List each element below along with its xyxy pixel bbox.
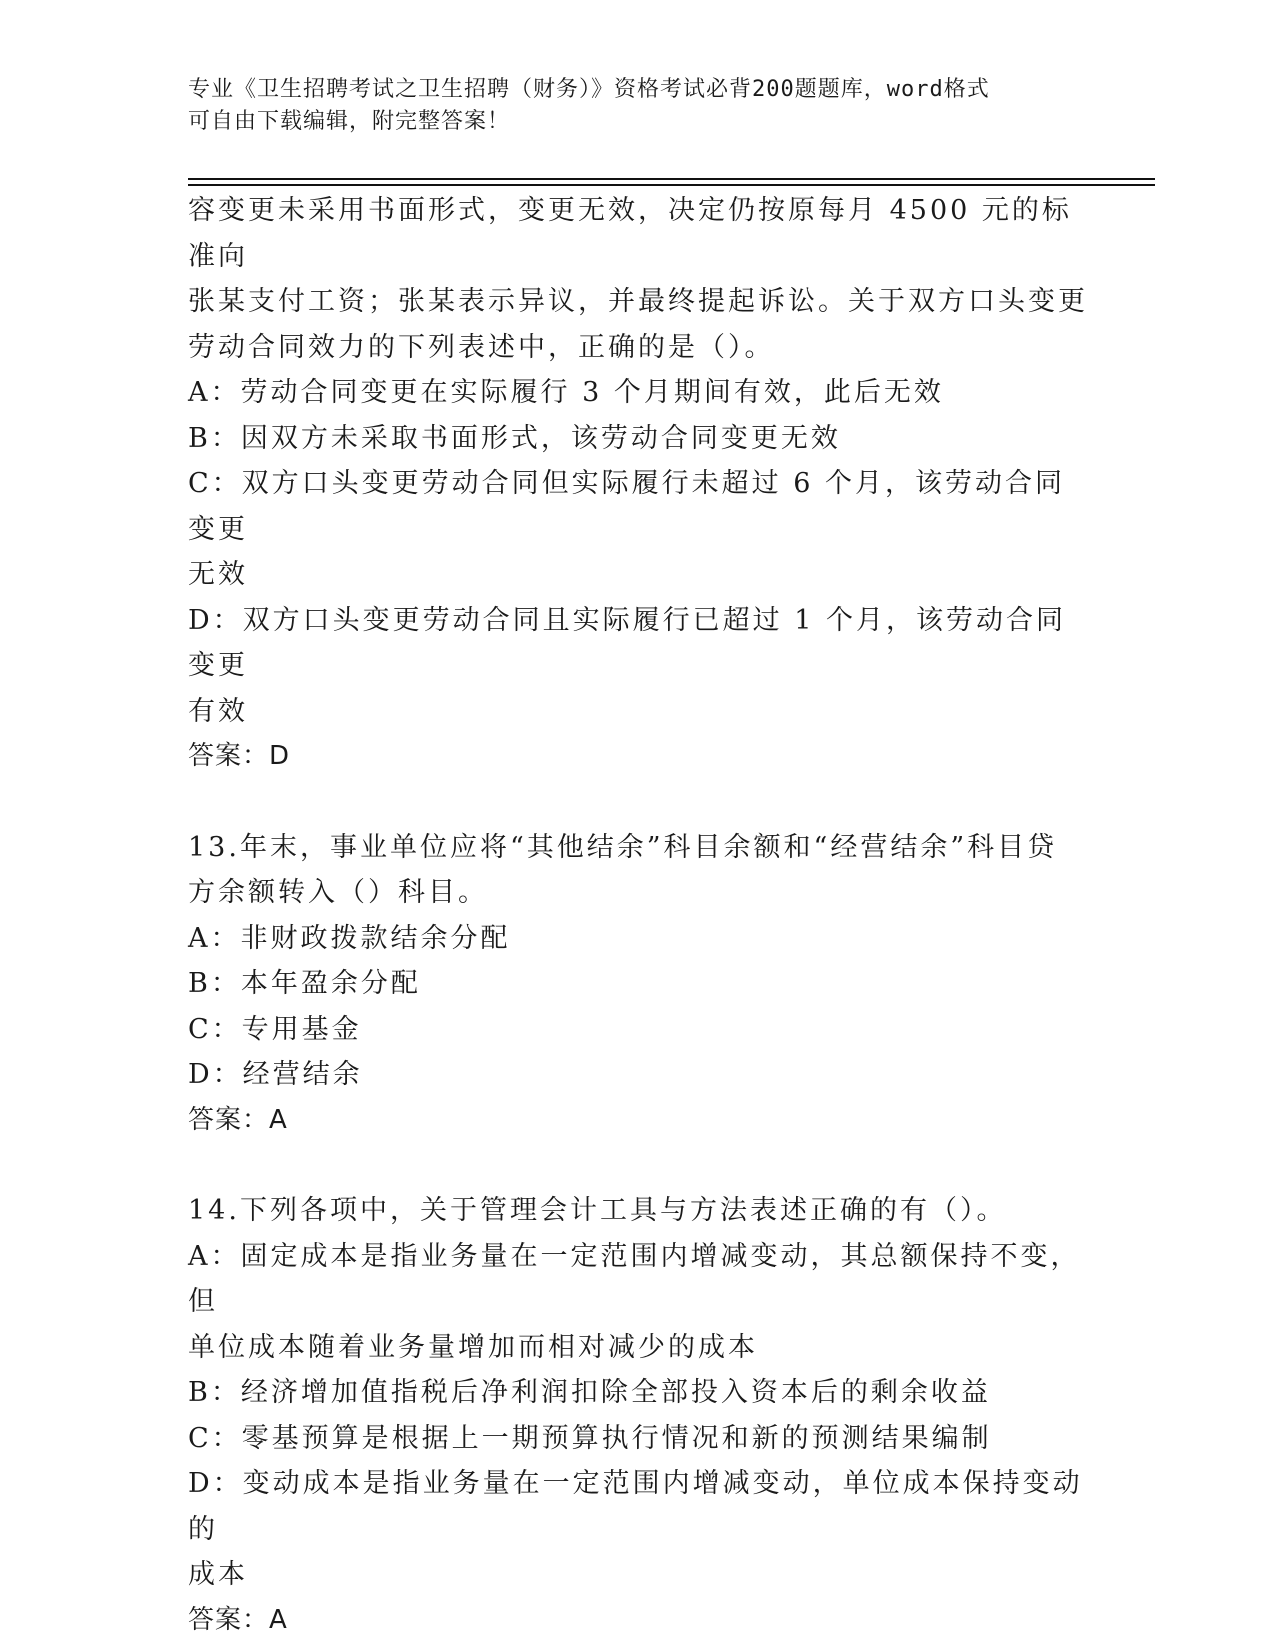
option-c-continued: 无效 xyxy=(188,559,248,590)
option-c: C：专用基金 xyxy=(188,1013,362,1045)
option-d: D：经营结余 xyxy=(188,1059,363,1090)
option-c: C：双方口头变更劳动合同但实际履行未超过 6 个月，该劳动合同变更 xyxy=(188,468,1066,545)
answer-label: 答案：A xyxy=(188,1104,288,1135)
question-12 xyxy=(188,188,1088,780)
question-13 xyxy=(188,825,1088,1144)
option-b: B：因双方未采取书面形式，该劳动合同变更无效 xyxy=(188,422,841,454)
question-14 xyxy=(188,1188,1088,1643)
header-title-line-1: 专业《卫生招聘考试之卫生招聘（财务）》资格考试必背200题题库，word格式 xyxy=(188,77,990,102)
option-d-continued: 有效 xyxy=(188,695,248,727)
option-b: B：本年盈余分配 xyxy=(188,968,421,999)
question-stem-line: 方余额转入（）科目。 xyxy=(188,877,488,908)
option-a: A：固定成本是指业务量在一定范围内增减变动，其总额保持不变，但 xyxy=(188,1240,1081,1317)
question-stem-line: 13.年末，事业单位应将“其他结余”科目余额和“经营结余”科目贷 xyxy=(188,831,1058,863)
question-stem-line: 劳动合同效力的下列表述中，正确的是（）。 xyxy=(188,331,775,363)
document-header xyxy=(188,74,1088,138)
header-rule-bottom xyxy=(188,184,1155,186)
option-a-continued: 单位成本随着业务量增加而相对减少的成本 xyxy=(188,1331,758,1363)
option-d: D：变动成本是指业务量在一定范围内增减变动，单位成本保持变动的 xyxy=(188,1468,1083,1545)
header-title-line-2: 可自由下载编辑，附完整答案！ xyxy=(188,109,511,134)
question-stem-line: 14.下列各项中，关于管理会计工具与方法表述正确的有（）。 xyxy=(188,1195,1007,1226)
header-rule-top xyxy=(188,178,1155,180)
answer-label: 答案：A xyxy=(188,1604,288,1635)
option-a: A：非财政拨款结余分配 xyxy=(188,922,511,954)
option-b: B：经济增加值指税后净利润扣除全部投入资本后的剩余收益 xyxy=(188,1377,991,1408)
option-c: C：零基预算是根据上一期预算执行情况和新的预测结果编制 xyxy=(188,1422,992,1454)
document-body xyxy=(188,188,1088,1643)
question-spacer xyxy=(188,1143,1088,1188)
option-a: A：劳动合同变更在实际履行 3 个月期间有效，此后无效 xyxy=(188,377,944,408)
question-spacer xyxy=(188,780,1088,825)
option-d-continued: 成本 xyxy=(188,1559,248,1590)
question-stem-line: 张某支付工资；张某表示异议，并最终提起诉讼。关于双方口头变更 xyxy=(188,286,1088,317)
answer-label: 答案：D xyxy=(188,741,291,771)
question-stem-line: 容变更未采用书面形式，变更无效，决定仍按原每月 4500 元的标准向 xyxy=(188,195,1072,272)
option-d: D：双方口头变更劳动合同且实际履行已超过 1 个月，该劳动合同变更 xyxy=(188,604,1066,681)
